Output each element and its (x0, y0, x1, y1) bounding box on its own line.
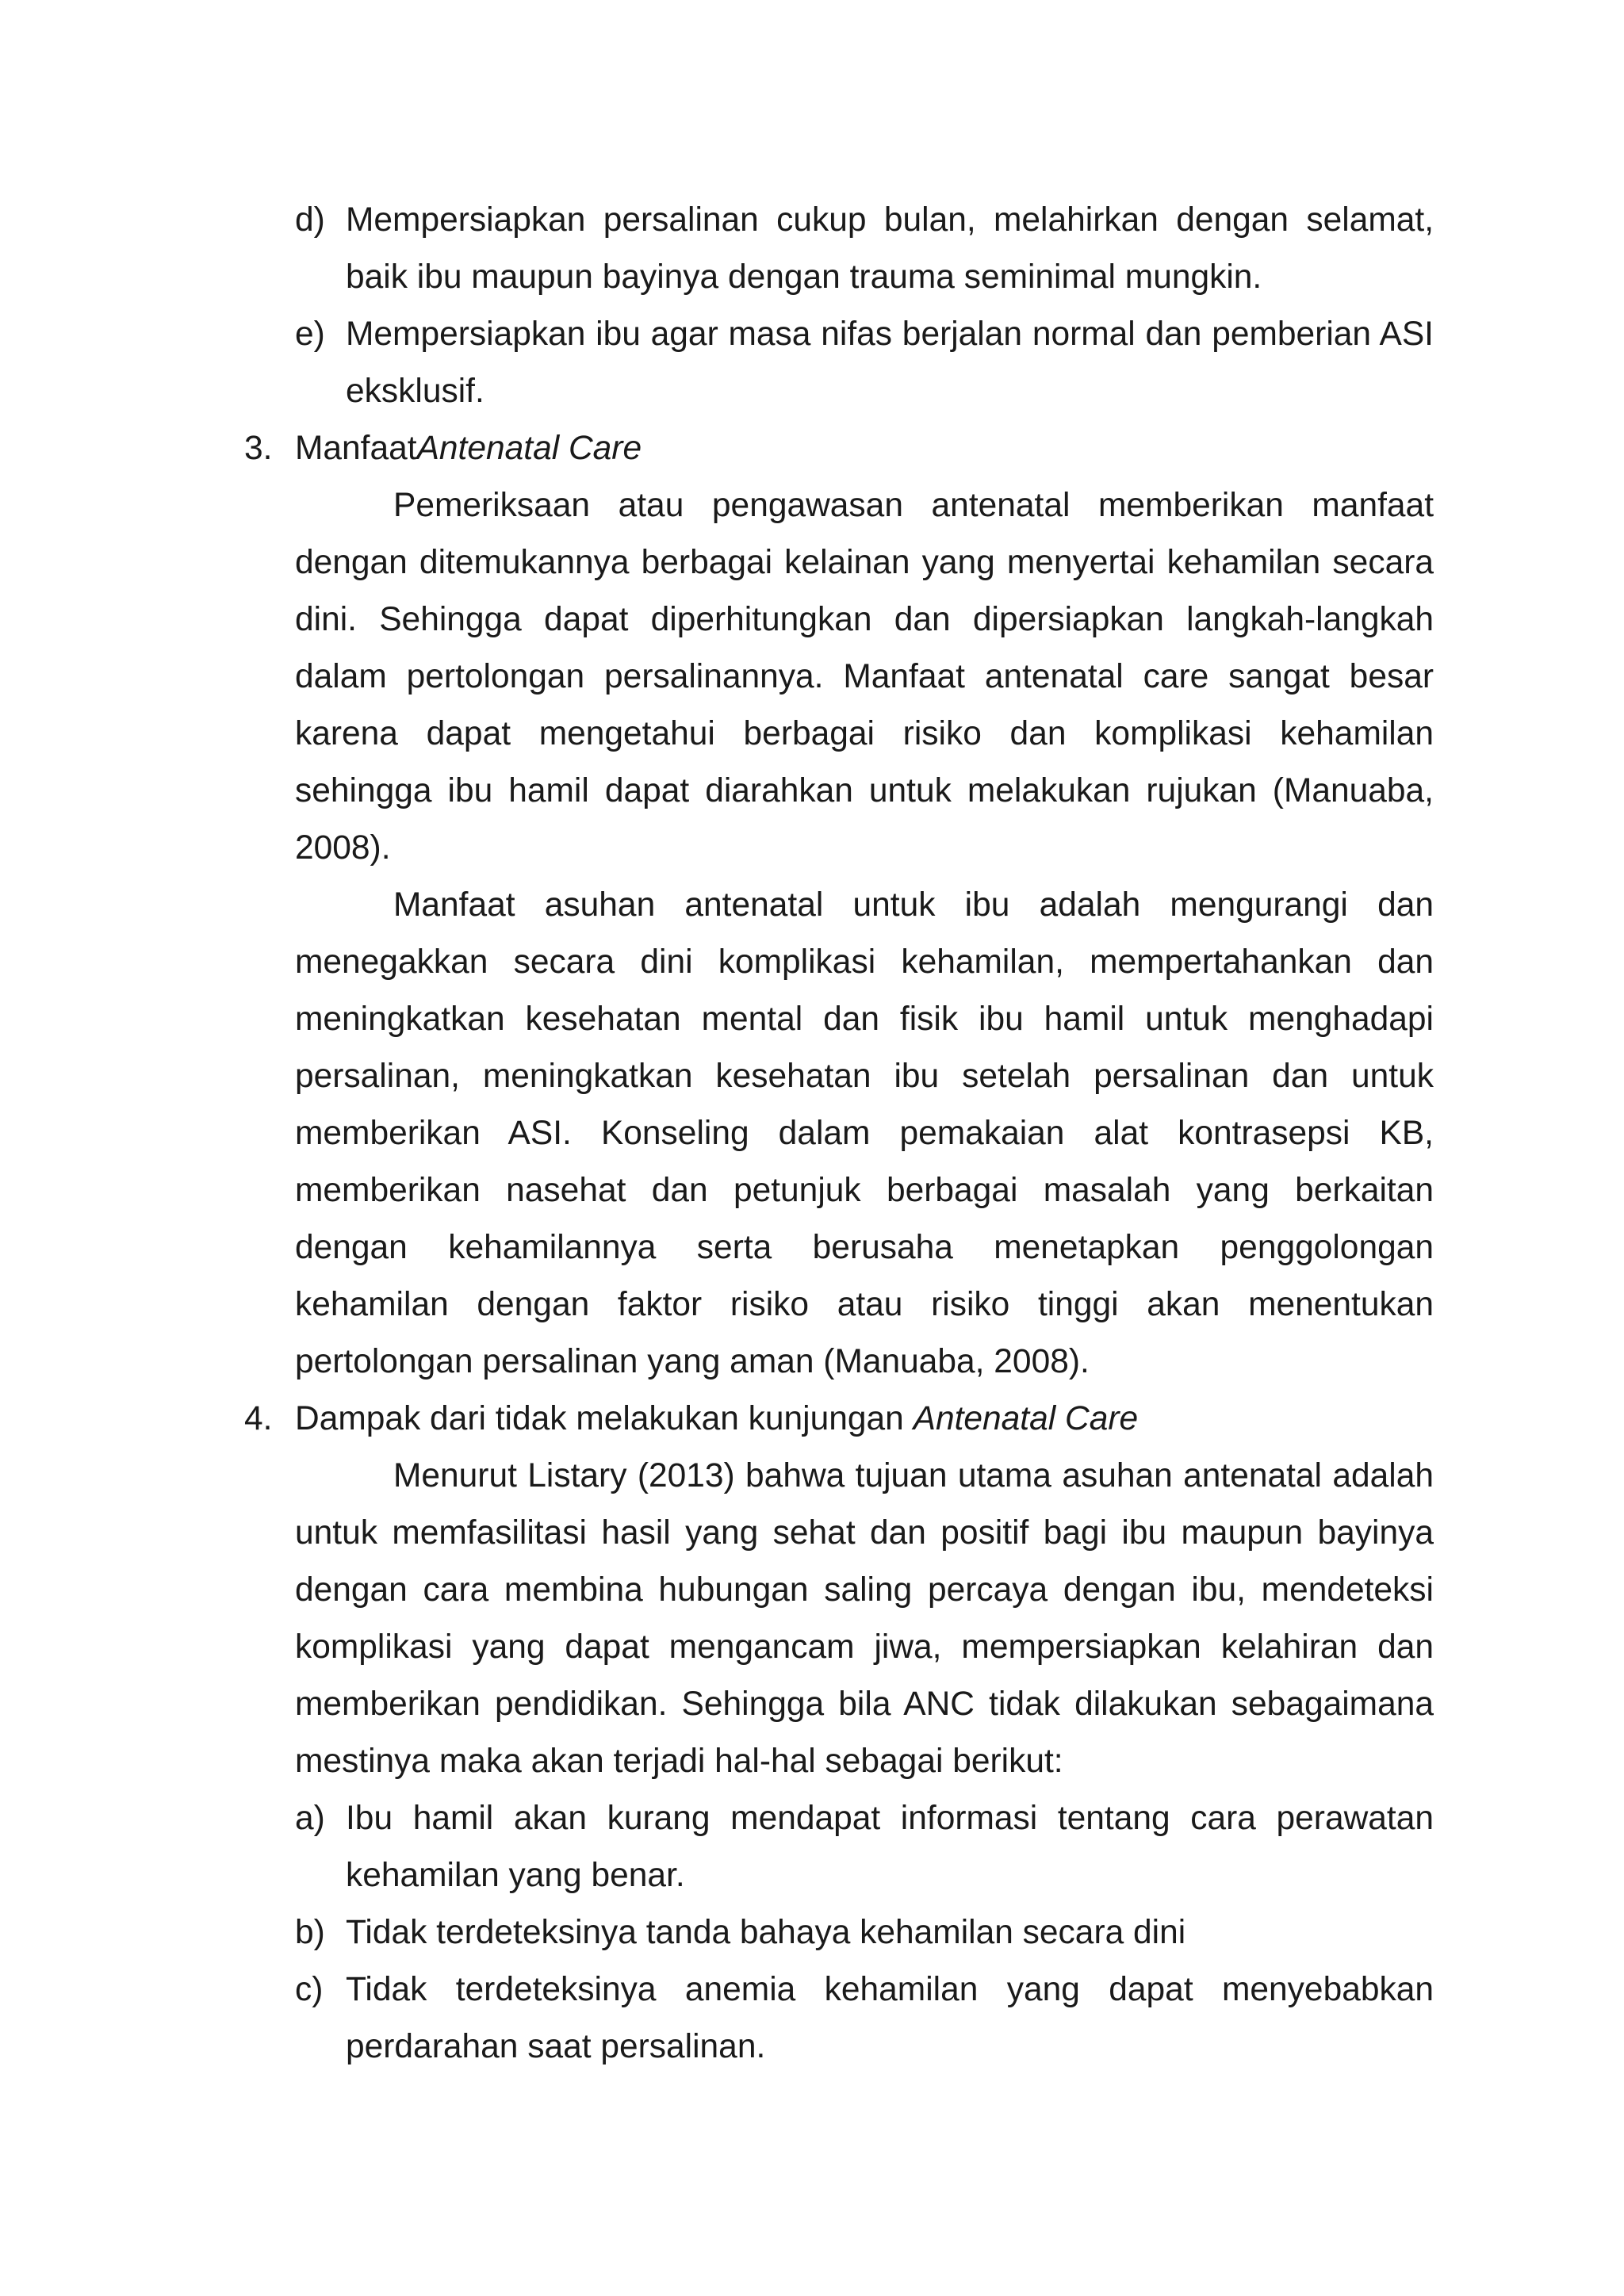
list-item-text: Mempersiapkan ibu agar masa nifas berjalan normal dan pemberian ASI eksklusif. (346, 316, 1434, 410)
section-heading (244, 420, 1434, 477)
paragraph: Menurut Listary (2013) bahwa tujuan utama asuhan antenatal adalah untuk memfasilitasi hasil yang sehat dan positif bagi ibu maupun bayinya dengan cara membina hubungan saling percaya dengan ibu, mendeteksi komplikasi yang dapat mengancam jiwa, mempersiapkan kelahiran dan memberikan pendidikan. Sehingga bila ANC tidak dilakukan sebagaimana mestinya maka akan terjadi hal-hal sebagai berikut: (295, 1457, 1434, 1780)
list-marker: e) (295, 316, 325, 353)
paragraph: Manfaat asuhan antenatal untuk ibu adalah mengurangi dan menegakkan secara dini komplikasi kehamilan, mempertahankan dan meningkatkan kesehatan mental dan fisik ibu hamil untuk menghadapi persalinan, meningkatkan kesehatan ibu setelah persalinan dan untuk memberikan ASI. Konseling dalam pemakaian alat kontrasepsi KB, memberikan nasehat dan petunjuk berbagai masalah yang berkaitan dengan kehamilannya serta berusaha menetapkan penggolongan kehamilan dengan faktor risiko atau risiko tinggi akan menentukan pertolongan persalinan yang aman (Manuaba, 2008). (295, 886, 1434, 1380)
section-number: 3. (244, 430, 273, 467)
list-marker: c) (295, 1971, 324, 2008)
list-item-text: Ibu hamil akan kurang mendapat informasi tentang cara perawatan kehamilan yang benar. (346, 1800, 1434, 1894)
list-marker: d) (295, 201, 325, 239)
section-heading (244, 1391, 1434, 1448)
section-number: 4. (244, 1400, 273, 1437)
section-heading-italic: Antenatal Care (913, 1400, 1139, 1437)
section-heading-italic: Antenatal Care (416, 430, 642, 467)
list-item (244, 306, 1434, 420)
paragraph: Pemeriksaan atau pengawasan antenatal memberikan manfaat dengan ditemukannya berbagai kelainan yang menyertai kehamilan secara dini. Sehingga dapat diperhitungkan dan dipersiapkan langkah-langkah dalam pertolongan persalinannya. Manfaat antenatal care sangat besar karena dapat mengetahui berbagai risiko dan komplikasi kehamilan sehingga ibu hamil dapat diarahkan untuk melakukan rujukan (Manuaba, 2008). (295, 487, 1434, 867)
list-item (244, 1790, 1434, 1904)
list-marker: b) (295, 1914, 325, 1951)
list-item (244, 1961, 1434, 2076)
list-marker: a) (295, 1800, 325, 1837)
section-heading-text: Manfaat (295, 430, 417, 467)
section-heading-text: Dampak dari tidak melakukan kunjungan (295, 1400, 914, 1437)
list-item-text: Tidak terdeteksinya tanda bahaya kehamilan secara dini (346, 1914, 1186, 1951)
list-item (244, 1904, 1434, 1961)
page-content (244, 192, 1434, 2076)
list-item-text: Tidak terdeteksinya anemia kehamilan yang dapat menyebabkan perdarahan saat persalinan. (346, 1971, 1434, 2065)
list-item (244, 192, 1434, 306)
list-item-text: Mempersiapkan persalinan cukup bulan, melahirkan dengan selamat, baik ibu maupun bayinya dengan trauma seminimal mungkin. (346, 201, 1434, 296)
